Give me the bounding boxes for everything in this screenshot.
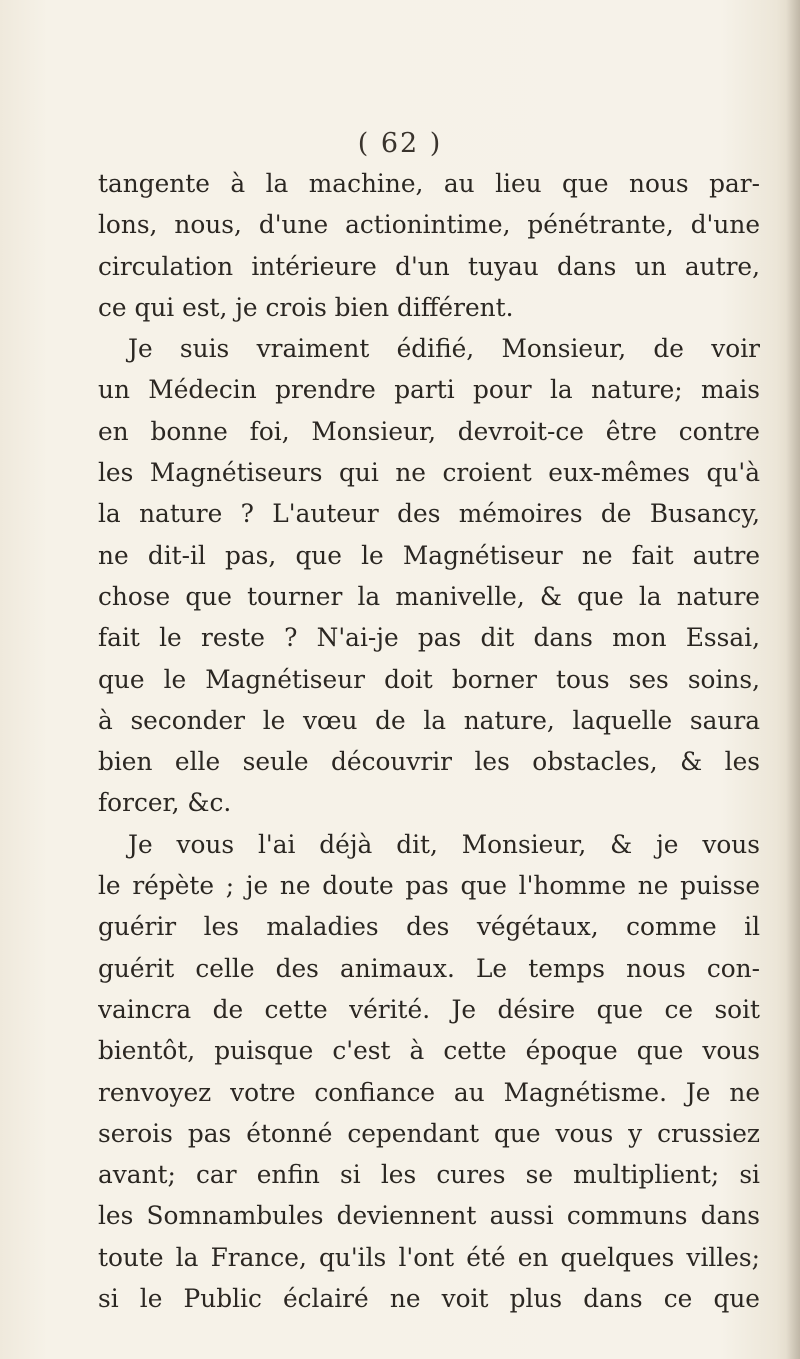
text-line: fait le reste ? N'ai-je pas dit dans mon Essai, bbox=[98, 623, 760, 653]
text-line: tangente à la machine, au lieu que nous par- bbox=[98, 169, 760, 198]
body-text bbox=[98, 163, 760, 1319]
page-edge-shadow bbox=[786, 0, 800, 1359]
text-line: circulation intérieure d'un tuyau dans un autre, bbox=[98, 251, 760, 281]
text-line: le répète ; je ne doute pas que l'homme ne puisse bbox=[98, 871, 760, 901]
text-line: bien elle seule découvrir les obstacles, & les bbox=[98, 747, 760, 777]
text-line: Je suis vraiment édifié, Monsieur, de voir bbox=[128, 334, 760, 364]
text-line: Je vous l'ai déjà dit, Monsieur, & je vous bbox=[128, 829, 760, 859]
text-line: que le Magnétiseur doit borner tous ses soins, bbox=[98, 664, 760, 694]
text-line: guérit celle des animaux. Le temps nous con- bbox=[98, 953, 760, 983]
text-line: lons, nous, d'une actionintime, pénétrante, d'une bbox=[98, 210, 760, 240]
text-line: vaincra de cette vérité. Je désire que ce soit bbox=[98, 994, 760, 1024]
page-number: ( 62 ) bbox=[357, 128, 443, 159]
text-line: avant; car enfin si les cures se multiplient; si bbox=[98, 1160, 760, 1190]
text-line: la nature ? L'auteur des mémoires de Busancy, bbox=[98, 499, 760, 529]
text-line: ce qui est, je crois bien différent. bbox=[98, 292, 514, 322]
text-line: renvoyez votre confiance au Magnétisme. Je ne bbox=[98, 1077, 760, 1107]
text-line: serois pas étonné cependant que vous y crussiez bbox=[98, 1118, 760, 1148]
text-line: chose que tourner la manivelle, & que la nature bbox=[98, 581, 760, 611]
text-line: forcer, &c. bbox=[98, 788, 232, 818]
text-line: toute la France, qu'ils l'ont été en quelques villes; bbox=[98, 1242, 760, 1272]
text-line: ne dit-il pas, que le Magnétiseur ne fait autre bbox=[98, 540, 760, 570]
text-line: en bonne foi, Monsieur, devroit-ce être contre bbox=[98, 416, 760, 446]
text-line: les Somnambules deviennent aussi communs dans bbox=[98, 1201, 760, 1231]
text-line: à seconder le vœu de la nature, laquelle saura bbox=[98, 705, 760, 735]
text-line: guérir les maladies des végétaux, comme il bbox=[98, 912, 760, 942]
text-line: un Médecin prendre parti pour la nature; mais bbox=[98, 375, 760, 405]
text-line: les Magnétiseurs qui ne croient eux-mêmes qu'à bbox=[98, 458, 760, 488]
text-line: si le Public éclairé ne voit plus dans ce que bbox=[98, 1284, 760, 1314]
text-line: bientôt, puisque c'est à cette époque que vous bbox=[98, 1036, 760, 1066]
